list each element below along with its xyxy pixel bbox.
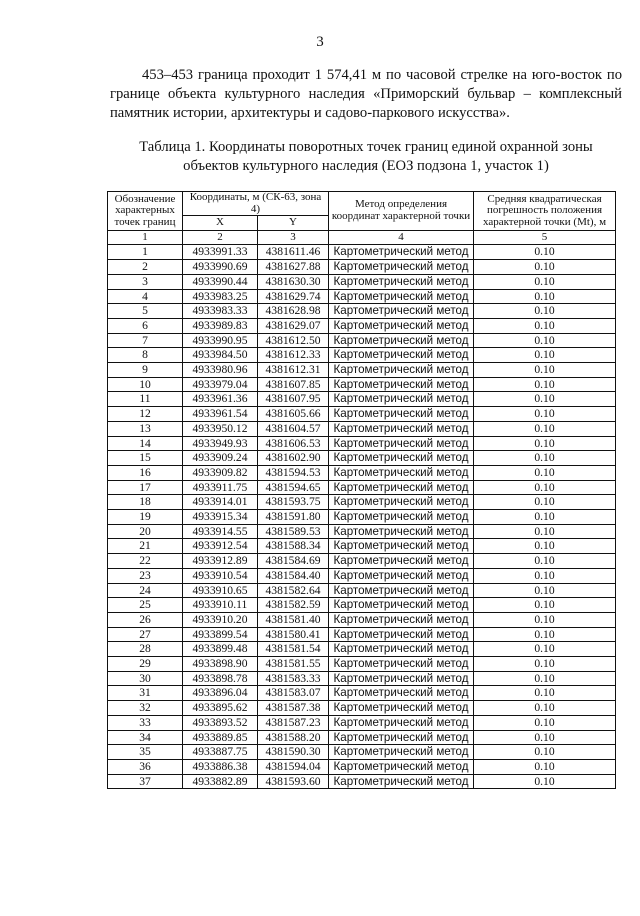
method-cell: Картометрический метод [329,627,474,642]
point-number-cell: 1 [108,245,183,260]
x-coordinate-cell: 4933886.38 [183,760,258,775]
table-row [108,407,616,422]
error-cell: 0.10 [474,348,616,363]
y-coordinate-cell: 4381589.53 [258,524,329,539]
point-number-cell: 23 [108,568,183,583]
error-cell: 0.10 [474,245,616,260]
error-cell: 0.10 [474,289,616,304]
point-number-cell: 37 [108,774,183,789]
header-coordinates: Координаты, м (СК-63, зона 4) [183,192,329,216]
method-cell: Картометрический метод [329,730,474,745]
x-coordinate-cell: 4933910.65 [183,583,258,598]
table-row [108,524,616,539]
point-number-cell: 32 [108,701,183,716]
y-coordinate-cell: 4381607.95 [258,392,329,407]
coordinates-table [107,191,616,789]
point-number-cell: 13 [108,421,183,436]
x-coordinate-cell: 4933893.52 [183,715,258,730]
table-caption: Таблица 1. Координаты поворотных точек границ единой охранной зоны объектов культурного наследия (ЕОЗ подзона 1, участок 1) [139,139,593,174]
table-row [108,701,616,716]
point-number-cell: 10 [108,377,183,392]
point-number-cell: 34 [108,730,183,745]
table-row [108,289,616,304]
table-row [108,436,616,451]
error-cell: 0.10 [474,598,616,613]
method-cell: Картометрический метод [329,377,474,392]
error-cell: 0.10 [474,451,616,466]
y-coordinate-cell: 4381627.88 [258,260,329,275]
point-number-cell: 17 [108,480,183,495]
x-coordinate-cell: 4933909.82 [183,465,258,480]
y-coordinate-cell: 4381580.41 [258,627,329,642]
method-cell: Картометрический метод [329,554,474,569]
method-cell: Картометрический метод [329,451,474,466]
point-number-cell: 20 [108,524,183,539]
error-cell: 0.10 [474,627,616,642]
error-cell: 0.10 [474,539,616,554]
y-coordinate-cell: 4381584.69 [258,554,329,569]
method-cell: Картометрический метод [329,715,474,730]
y-coordinate-cell: 4381629.74 [258,289,329,304]
point-number-cell: 15 [108,451,183,466]
table-row [108,245,616,260]
error-cell: 0.10 [474,715,616,730]
method-cell: Картометрический метод [329,598,474,613]
table-row [108,348,616,363]
y-coordinate-cell: 4381583.07 [258,686,329,701]
y-coordinate-cell: 4381587.38 [258,701,329,716]
header-points: Обозначение характерных точек границ [108,192,183,231]
y-coordinate-cell: 4381594.53 [258,465,329,480]
point-number-cell: 5 [108,304,183,319]
method-cell: Картометрический метод [329,465,474,480]
method-cell: Картометрический метод [329,642,474,657]
x-coordinate-cell: 4933989.83 [183,318,258,333]
page-number: 3 [316,34,324,50]
method-cell: Картометрический метод [329,392,474,407]
x-coordinate-cell: 4933961.54 [183,407,258,422]
x-coordinate-cell: 4933909.24 [183,451,258,466]
y-coordinate-cell: 4381593.60 [258,774,329,789]
y-coordinate-cell: 4381612.33 [258,348,329,363]
error-cell: 0.10 [474,686,616,701]
method-cell: Картометрический метод [329,510,474,525]
error-cell: 0.10 [474,510,616,525]
method-cell: Картометрический метод [329,333,474,348]
table-row [108,612,616,627]
table-row [108,260,616,275]
error-cell: 0.10 [474,333,616,348]
error-cell: 0.10 [474,421,616,436]
column-number: 1 [108,230,183,245]
y-coordinate-cell: 4381591.80 [258,510,329,525]
x-coordinate-cell: 4933915.34 [183,510,258,525]
point-number-cell: 25 [108,598,183,613]
y-coordinate-cell: 4381587.23 [258,715,329,730]
table-row [108,657,616,672]
table-row [108,451,616,466]
x-coordinate-cell: 4933980.96 [183,363,258,378]
header-error: Средняя квадратическая погрешность положения характерной точки (Mt), м [474,192,616,231]
table-row [108,510,616,525]
x-coordinate-cell: 4933990.69 [183,260,258,275]
point-number-cell: 19 [108,510,183,525]
x-coordinate-cell: 4933882.89 [183,774,258,789]
table-row [108,377,616,392]
error-cell: 0.10 [474,612,616,627]
x-coordinate-cell: 4933887.75 [183,745,258,760]
error-cell: 0.10 [474,377,616,392]
point-number-cell: 8 [108,348,183,363]
point-number-cell: 26 [108,612,183,627]
y-coordinate-cell: 4381606.53 [258,436,329,451]
method-cell: Картометрический метод [329,407,474,422]
point-number-cell: 7 [108,333,183,348]
x-coordinate-cell: 4933912.89 [183,554,258,569]
column-number: 4 [329,230,474,245]
method-cell: Картометрический метод [329,421,474,436]
point-number-cell: 36 [108,760,183,775]
x-coordinate-cell: 4933979.04 [183,377,258,392]
column-number: 2 [183,230,258,245]
x-coordinate-cell: 4933950.12 [183,421,258,436]
error-cell: 0.10 [474,642,616,657]
error-cell: 0.10 [474,407,616,422]
table-body [108,245,616,789]
x-coordinate-cell: 4933895.62 [183,701,258,716]
error-cell: 0.10 [474,495,616,510]
table-row [108,745,616,760]
table-row [108,318,616,333]
point-number-cell: 22 [108,554,183,569]
method-cell: Картометрический метод [329,289,474,304]
y-coordinate-cell: 4381588.34 [258,539,329,554]
table-row [108,333,616,348]
x-coordinate-cell: 4933984.50 [183,348,258,363]
table-row [108,642,616,657]
y-coordinate-cell: 4381593.75 [258,495,329,510]
table-row [108,583,616,598]
table-row [108,495,616,510]
x-coordinate-cell: 4933889.85 [183,730,258,745]
y-coordinate-cell: 4381581.40 [258,612,329,627]
table-row [108,568,616,583]
point-number-cell: 29 [108,657,183,672]
method-cell: Картометрический метод [329,583,474,598]
error-cell: 0.10 [474,480,616,495]
method-cell: Картометрический метод [329,274,474,289]
table-row [108,274,616,289]
point-number-cell: 9 [108,363,183,378]
method-cell: Картометрический метод [329,363,474,378]
point-number-cell: 11 [108,392,183,407]
table-row [108,671,616,686]
method-cell: Картометрический метод [329,701,474,716]
point-number-cell: 31 [108,686,183,701]
y-coordinate-cell: 4381611.46 [258,245,329,260]
x-coordinate-cell: 4933983.33 [183,304,258,319]
method-cell: Картометрический метод [329,436,474,451]
y-coordinate-cell: 4381607.85 [258,377,329,392]
method-cell: Картометрический метод [329,568,474,583]
table-row [108,554,616,569]
y-coordinate-cell: 4381602.90 [258,451,329,466]
y-coordinate-cell: 4381594.65 [258,480,329,495]
error-cell: 0.10 [474,701,616,716]
point-number-cell: 3 [108,274,183,289]
x-coordinate-cell: 4933898.90 [183,657,258,672]
error-cell: 0.10 [474,554,616,569]
error-cell: 0.10 [474,465,616,480]
y-coordinate-cell: 4381629.07 [258,318,329,333]
y-coordinate-cell: 4381612.31 [258,363,329,378]
table-row [108,730,616,745]
error-cell: 0.10 [474,436,616,451]
method-cell: Картометрический метод [329,745,474,760]
error-cell: 0.10 [474,524,616,539]
x-coordinate-cell: 4933896.04 [183,686,258,701]
point-number-cell: 18 [108,495,183,510]
table-row [108,465,616,480]
table-row [108,774,616,789]
method-cell: Картометрический метод [329,245,474,260]
point-number-cell: 30 [108,671,183,686]
error-cell: 0.10 [474,583,616,598]
point-number-cell: 6 [108,318,183,333]
x-coordinate-cell: 4933899.48 [183,642,258,657]
error-cell: 0.10 [474,671,616,686]
x-coordinate-cell: 4933910.54 [183,568,258,583]
y-coordinate-cell: 4381581.55 [258,657,329,672]
x-coordinate-cell: 4933990.95 [183,333,258,348]
error-cell: 0.10 [474,363,616,378]
x-coordinate-cell: 4933899.54 [183,627,258,642]
table-row [108,760,616,775]
point-number-cell: 4 [108,289,183,304]
method-cell: Картометрический метод [329,348,474,363]
method-cell: Картометрический метод [329,686,474,701]
table-row [108,598,616,613]
error-cell: 0.10 [474,657,616,672]
x-coordinate-cell: 4933898.78 [183,671,258,686]
method-cell: Картометрический метод [329,657,474,672]
method-cell: Картометрический метод [329,495,474,510]
y-coordinate-cell: 4381604.57 [258,421,329,436]
point-number-cell: 14 [108,436,183,451]
intro-paragraph: 453–453 граница проходит 1 574,41 м по часовой стрелке на юго-восток по границе объекта культурного наследия «Приморский бульвар – комплексный памятник истории, архитектуры и садово-паркового искусства». [110,67,622,121]
method-cell: Картометрический метод [329,524,474,539]
point-number-cell: 24 [108,583,183,598]
y-coordinate-cell: 4381628.98 [258,304,329,319]
error-cell: 0.10 [474,392,616,407]
table-row [108,480,616,495]
y-coordinate-cell: 4381605.66 [258,407,329,422]
method-cell: Картометрический метод [329,760,474,775]
point-number-cell: 12 [108,407,183,422]
x-coordinate-cell: 4933990.44 [183,274,258,289]
table-row [108,715,616,730]
point-number-cell: 28 [108,642,183,657]
y-coordinate-cell: 4381583.33 [258,671,329,686]
x-coordinate-cell: 4933991.33 [183,245,258,260]
point-number-cell: 33 [108,715,183,730]
error-cell: 0.10 [474,745,616,760]
table-row [108,686,616,701]
method-cell: Картометрический метод [329,304,474,319]
y-coordinate-cell: 4381588.20 [258,730,329,745]
x-coordinate-cell: 4933949.93 [183,436,258,451]
x-coordinate-cell: 4933910.11 [183,598,258,613]
method-cell: Картометрический метод [329,318,474,333]
x-coordinate-cell: 4933983.25 [183,289,258,304]
table-row [108,539,616,554]
header-x: X [183,216,258,231]
error-cell: 0.10 [474,730,616,745]
error-cell: 0.10 [474,760,616,775]
table-row [108,421,616,436]
error-cell: 0.10 [474,568,616,583]
y-coordinate-cell: 4381612.50 [258,333,329,348]
error-cell: 0.10 [474,260,616,275]
x-coordinate-cell: 4933912.54 [183,539,258,554]
point-number-cell: 21 [108,539,183,554]
method-cell: Картометрический метод [329,671,474,686]
method-cell: Картометрический метод [329,774,474,789]
error-cell: 0.10 [474,774,616,789]
method-cell: Картометрический метод [329,539,474,554]
point-number-cell: 35 [108,745,183,760]
y-coordinate-cell: 4381581.54 [258,642,329,657]
error-cell: 0.10 [474,318,616,333]
x-coordinate-cell: 4933914.01 [183,495,258,510]
x-coordinate-cell: 4933961.36 [183,392,258,407]
header-method: Метод определения координат характерной точки [329,192,474,231]
method-cell: Картометрический метод [329,612,474,627]
x-coordinate-cell: 4933914.55 [183,524,258,539]
y-coordinate-cell: 4381594.04 [258,760,329,775]
y-coordinate-cell: 4381590.30 [258,745,329,760]
y-coordinate-cell: 4381582.59 [258,598,329,613]
table-row [108,627,616,642]
y-coordinate-cell: 4381630.30 [258,274,329,289]
point-number-cell: 27 [108,627,183,642]
table-row [108,392,616,407]
table-row [108,304,616,319]
method-cell: Картометрический метод [329,260,474,275]
error-cell: 0.10 [474,304,616,319]
y-coordinate-cell: 4381584.40 [258,568,329,583]
column-number: 3 [258,230,329,245]
table-row [108,363,616,378]
error-cell: 0.10 [474,274,616,289]
point-number-cell: 16 [108,465,183,480]
x-coordinate-cell: 4933910.20 [183,612,258,627]
method-cell: Картометрический метод [329,480,474,495]
column-number: 5 [474,230,616,245]
point-number-cell: 2 [108,260,183,275]
x-coordinate-cell: 4933911.75 [183,480,258,495]
y-coordinate-cell: 4381582.64 [258,583,329,598]
header-y: Y [258,216,329,231]
